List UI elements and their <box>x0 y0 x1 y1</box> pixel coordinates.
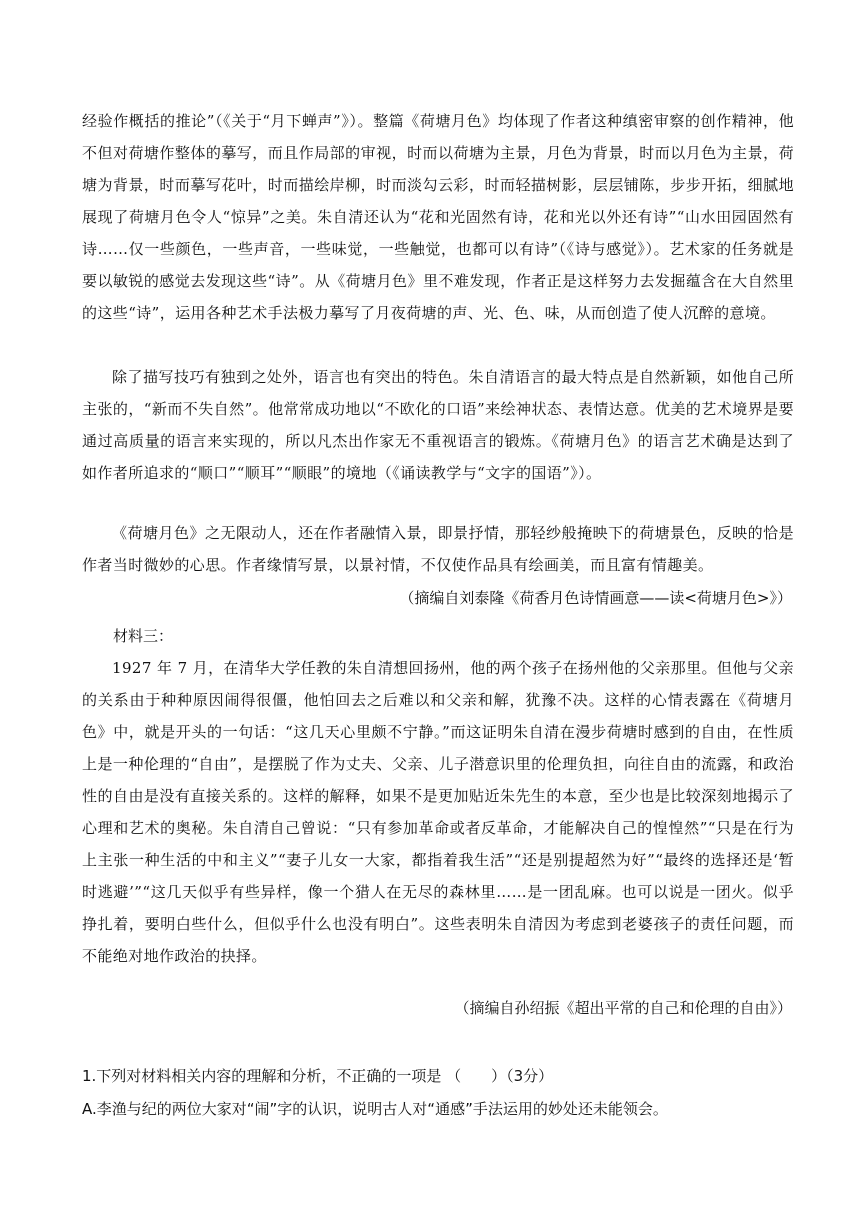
question-1-option-a: A.李渔与纪的两位大家对“闹”字的认识，说明古人对“通感”手法运用的妙处还未能领会。 <box>82 1100 668 1118</box>
material-3-paragraph: 1927 年 7 月，在清华大学任教的朱自清想回扬州，他的两个孩子在扬州他的父亲那里。但他与父亲的关系由于种种原因闹得很僵，他怕回去之后难以和父亲和解，犹豫不决。这样的心情表露在《荷塘月色》中，就是开头的一句话：“这几天心里颇不宁静。”而这证明朱自清在漫步荷塘时感到的自由，在性质上是一种伦理的“自由”，是摆脱了作为丈夫、父亲、儿子潜意识里的伦理负担，向往自由的流露，和政治性的自由是没有直接关系的。这样的解释，如果不是更加贴近朱先生的本意，至少也是比较深刻地揭示了心理和艺术的奥秘。朱自清自己曾说：“只有参加革命或者反革命，才能解决自己的惶惶然”“只是在行为上主张一种生活的中和主义”“妻子儿女一大家，都指着我生活”“还是别提超然为好”“最终的选择还是‘暂时逃避’”“这几天似乎有些异样，像一个猎人在无尽的森林里……是一团乱麻。也可以说是一团火。似乎挣扎着，要明白些什么，但似乎什么也没有明白”。这些表明朱自清因为考虑到老婆孩子的责任问题，而不能绝对地作政治的抉择。 <box>82 659 794 965</box>
question-1-stem: 1.下列对材料相关内容的理解和分析，不正确的一项是 （ ）（3分） <box>82 1067 554 1085</box>
paragraph-1: 经验作概括的推论”（《关于“月下蝉声”》）。整篇《荷塘月色》均体现了作者这种缜密审察的创作精神，他不但对荷塘作整体的摹写，而且作局部的审视，时而以荷塘为主景，月色为背景，时而以月色为主景，荷塘为背景，时而摹写花叶，时而描绘岸柳，时而淡勾云彩，时而轻描树影，层层铺陈，步步开拓，细腻地展现了荷塘月色令人“惊异”之美。朱自清还认为“花和光固然有诗，花和光以外还有诗”“山水田园固然有诗……仅一些颜色，一些声音，一些味觉，一些触觉，也都可以有诗”（《诗与感觉》）。艺术家的任务就是要以敏锐的感觉去发现这些“诗”。从《荷塘月色》里不难发现，作者正是这样努力去发掘蕴含在大自然里的这些“诗”，运用各种艺术手法极力摹写了月夜荷塘的声、光、色、味，从而创造了使人沉醉的意境。 <box>82 112 794 322</box>
paragraph-3: 《荷塘月色》之无限动人，还在作者融情入景，即景抒情，那轻纱般掩映下的荷塘景色，反映的恰是作者当时微妙的心思。作者缘情写景，以景衬情，不仅使作品具有绘画美，而且富有情趣美。 <box>82 524 794 574</box>
material-3-heading: 材料三： <box>113 627 174 645</box>
source-citation-2: （摘编自孙绍振《超出平常的自己和伦理的自由》） <box>454 999 792 1017</box>
paragraph-2: 除了描写技巧有独到之处外，语言也有突出的特色。朱自清语言的最大特点是自然新颖，如他自己所主张的，“新而不失自然”。他常常成功地以“不欧化的口语”来绘神状态、表情达意。优美的艺术境界是要通过高质量的语言来实现的，所以凡杰出作家无不重视语言的锻炼。《荷塘月色》的语言艺术确是达到了如作者所追求的“顺口”“顺耳”“顺眼”的境地（《诵读教学与“文字的国语”》）。 <box>82 368 794 482</box>
source-citation-1: （摘编自刘泰隆《荷香月色诗情画意——读<荷塘月色>》） <box>399 589 792 607</box>
